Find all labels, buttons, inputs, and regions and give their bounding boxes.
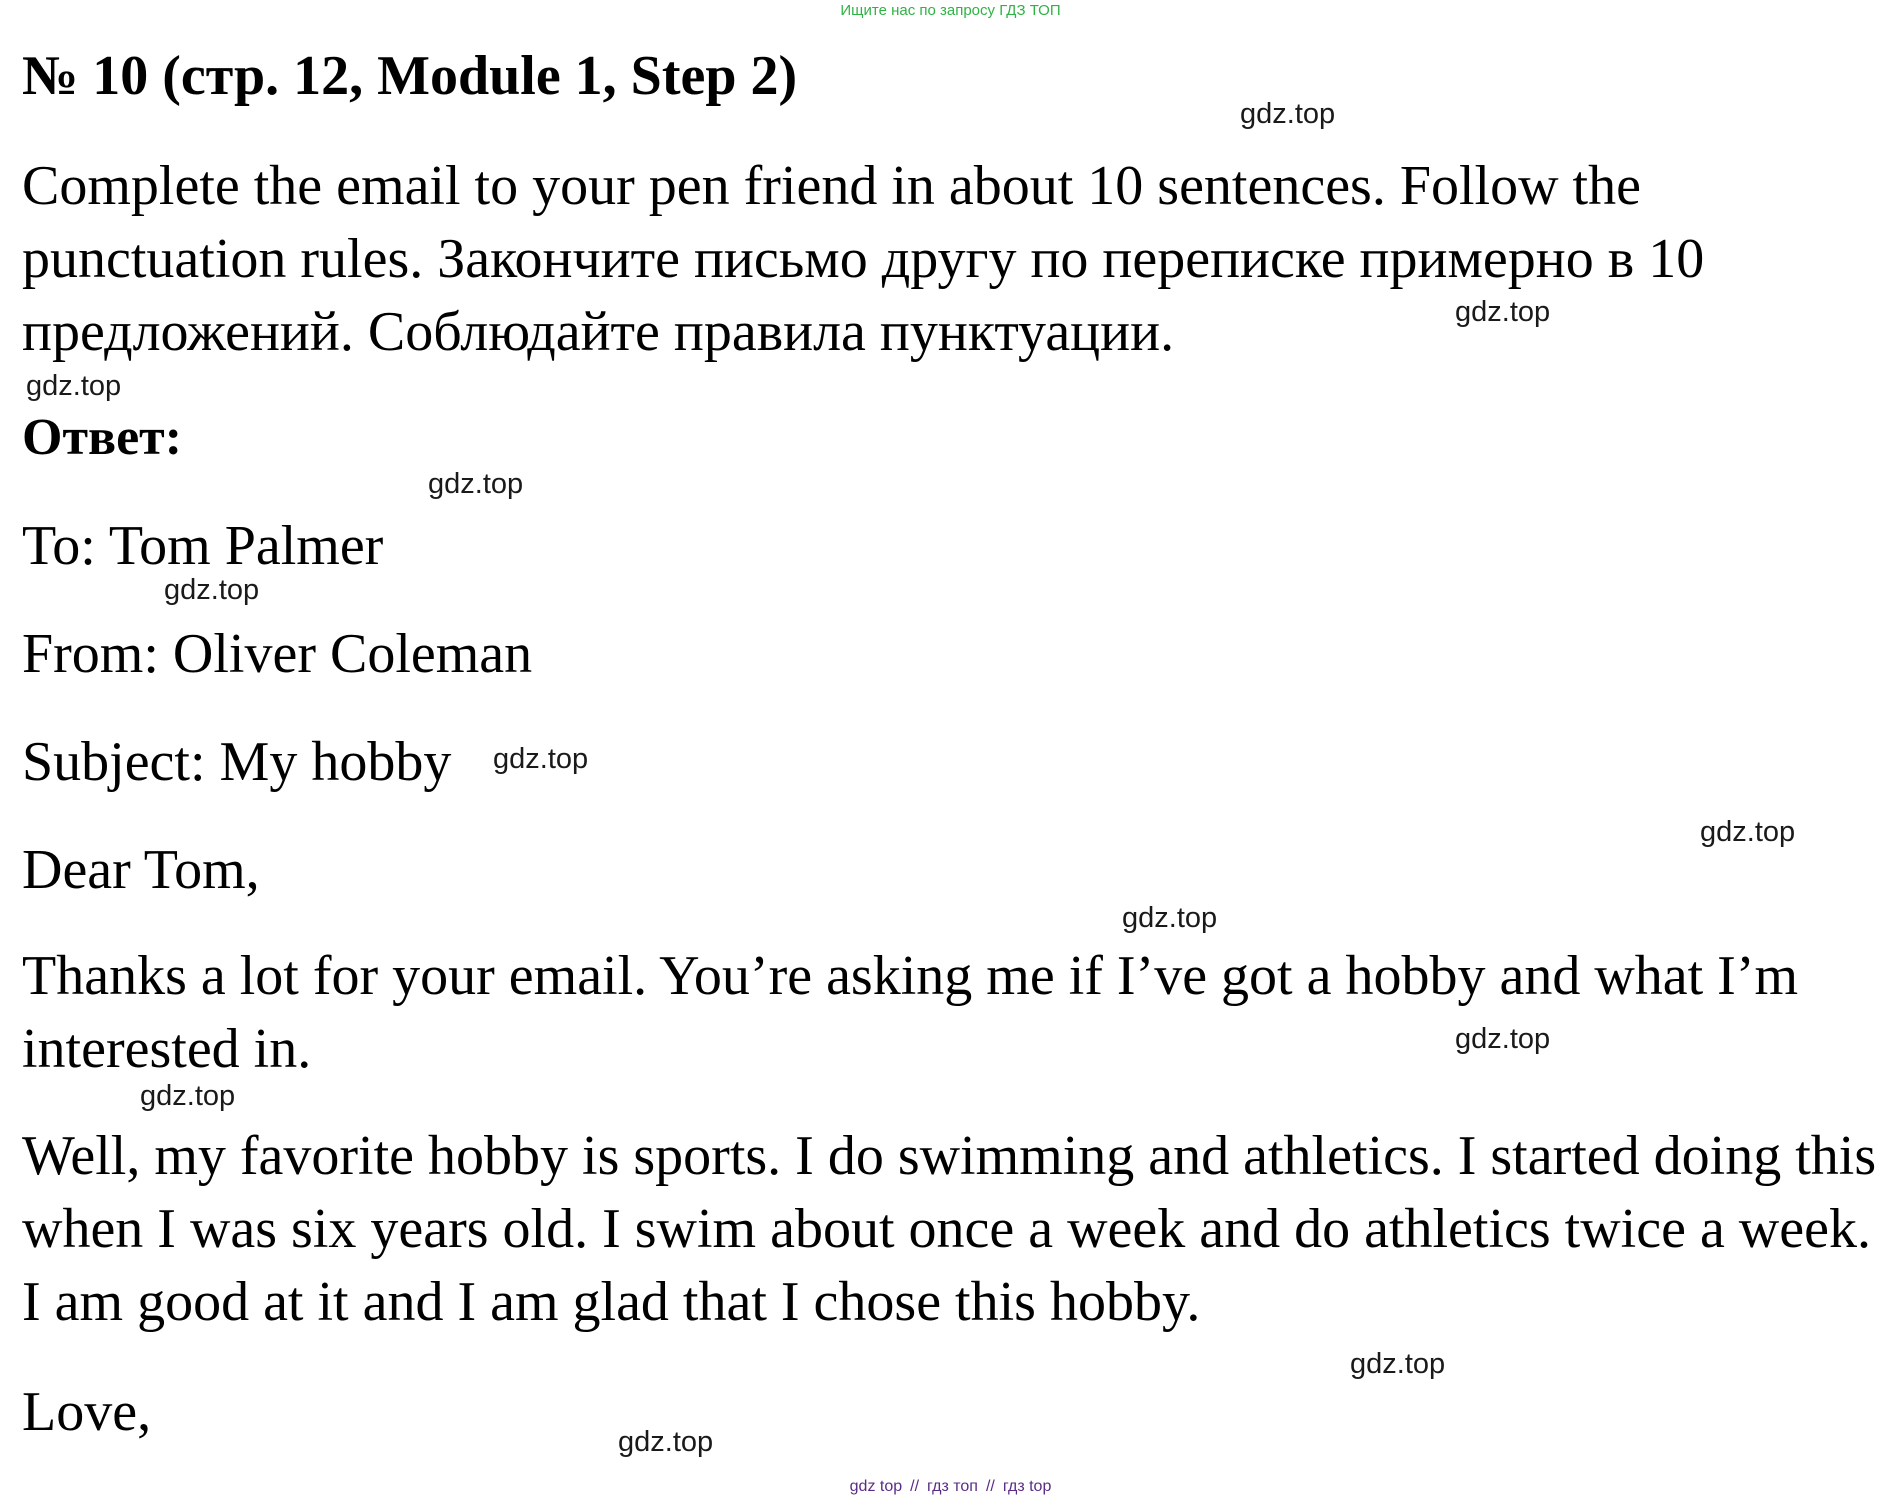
email-from-line: From: Oliver Coleman [22,623,533,685]
task-instruction: Complete the email to your pen friend in about 10 sentences. Follow the punctuation rules. Закончите письмо другу по переписке примерно в 10 предложений. Соблюдайте правила пунктуации. [22,155,1705,363]
email-greeting: Dear Tom, [22,839,260,901]
email-to-line: To: Tom Palmer [22,515,384,577]
watermark: gdz.top [428,468,524,500]
email-closing: Love, [22,1381,152,1443]
watermark: gdz.top [1240,98,1336,130]
answer-label: Ответ: [22,409,183,466]
watermark: gdz.top [1700,816,1796,848]
footer-separator: // [985,1478,995,1495]
email-subject-line: Subject: My hobby [22,731,452,793]
watermark: gdz.top [1350,1348,1446,1380]
watermark: gdz.top [140,1080,236,1112]
search-banner: Ищите нас по запросу ГДЗ ТОП [840,2,1061,19]
footer-link[interactable]: gdz top [849,1478,903,1495]
exercise-title: № 10 (стр. 12, Module 1, Step 2) [22,45,798,107]
watermark: gdz.top [1455,1023,1551,1055]
watermark: gdz.top [1122,902,1218,934]
footer-link[interactable]: гдз top [1002,1478,1052,1495]
watermark: gdz.top [164,574,260,606]
email-paragraph-1: Thanks a lot for your email. You’re asking me if I’ve got a hobby and what I’m interested in. [22,945,1799,1080]
email-paragraph-2: Well, my favorite hobby is sports. I do swimming and athletics. I started doing this when I was six years old. I swim about once a week and do athletics twice a week. I am good at it and I am glad that I chose this hobby. [22,1125,1877,1333]
watermark: gdz.top [618,1426,714,1458]
watermark: gdz.top [493,743,589,775]
watermark: gdz.top [1455,296,1551,328]
footer-links [0,1478,1901,1496]
footer-separator: // [910,1478,920,1495]
footer-link[interactable]: гдз топ [927,1478,978,1495]
watermark: gdz.top [26,370,122,402]
